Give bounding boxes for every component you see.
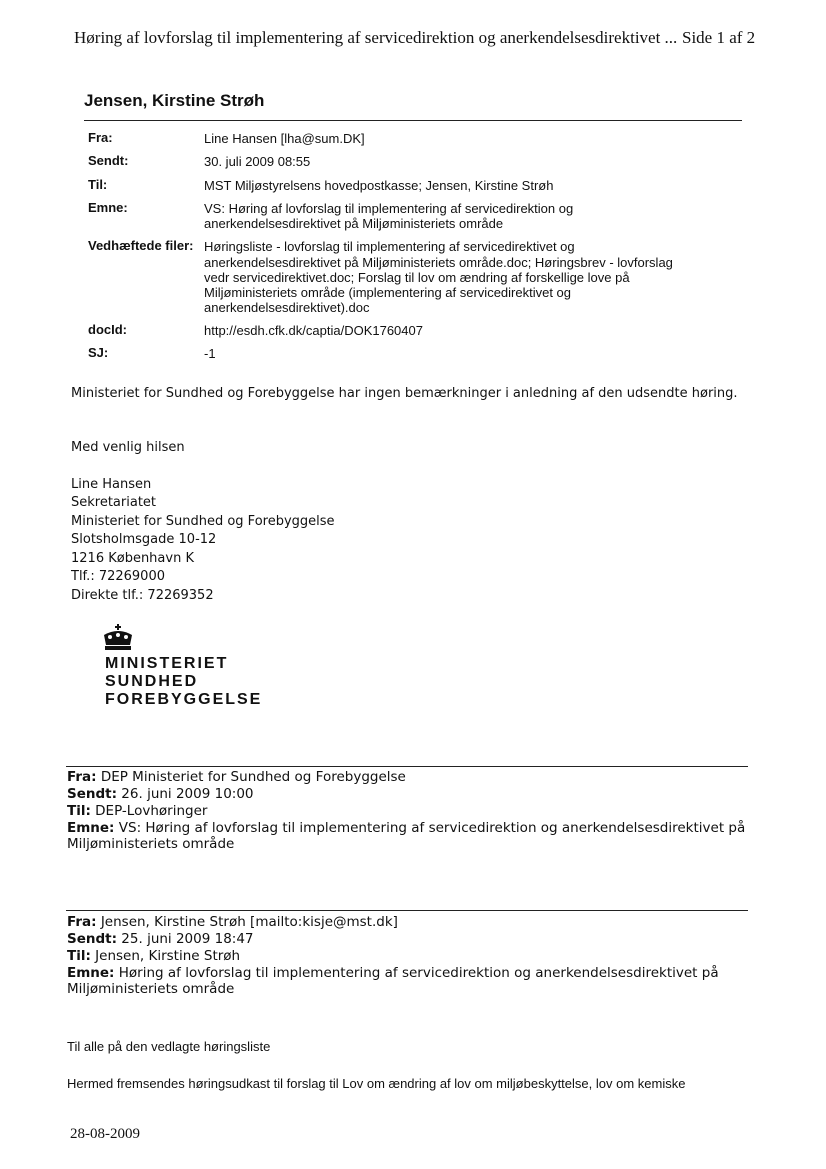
forward1-sendt-label: Sendt: [67, 786, 118, 802]
attachment-line4: Miljøministeriets område (implementering af servicedirektivet og [204, 285, 572, 300]
page-header-title: Høring af lovforslag til implementering af servicedirektion og anerkendelsesdirektivet ... [74, 28, 678, 47]
signature-ministry: Ministeriet for Sundhed og Forebyggelse [71, 514, 335, 529]
logo-line3: FOREBYGGELSE [105, 691, 263, 708]
forward1-sendt-value: 26. juni 2009 10:00 [117, 786, 254, 802]
attachment-line2: anerkendelsesdirektivet på Miljøministeriets område.doc; Høringsbrev - lovforslag [204, 255, 673, 270]
docid-link[interactable]: http://esdh.cfk.dk/captia/DOK1760407 [204, 323, 423, 338]
forward2-emne-line2: Miljøministeriets område [67, 981, 235, 997]
attachment-line3: vedr servicedirektivet.doc; Forslag til lov om ændring af forskellige love på [204, 270, 630, 285]
forward2-fra-label: Fra: [67, 914, 97, 930]
til-value: MST Miljøstyrelsens hovedpostkasse; Jensen, Kirstine Strøh [204, 178, 554, 193]
forward2-fra-value: Jensen, Kirstine Strøh [mailto:kisje@mst.dk] [96, 914, 398, 930]
greeting: Med venlig hilsen [71, 440, 185, 455]
forward2-til [67, 948, 240, 964]
attachment-line1: Høringsliste - lovforslag til implementering af servicedirektivet og [204, 239, 575, 254]
forward2-til-value: Jensen, Kirstine Strøh [90, 948, 241, 964]
emne-value-line1: VS: Høring af lovforslag til implementering af servicedirektion og [204, 201, 574, 216]
forward2-fra [67, 914, 398, 930]
logo-line1: MINISTERIET [105, 655, 229, 672]
forward1-til-value: DEP-Lovhøringer [90, 803, 208, 819]
sj-value: -1 [204, 346, 216, 361]
forward2-emne [67, 965, 719, 981]
forward2-sendt-label: Sendt: [67, 931, 118, 947]
forward1-sendt [67, 786, 254, 802]
forward1-til [67, 803, 207, 819]
forward2-sendt [67, 931, 254, 947]
recipient-name: Jensen, Kirstine Strøh [84, 91, 265, 110]
forward1-divider [66, 766, 748, 767]
forward1-til-label: Til: [67, 803, 91, 819]
forward2-til-label: Til: [67, 948, 91, 964]
forward1-fra-label: Fra: [67, 769, 97, 785]
signature-dept: Sekretariatet [71, 495, 157, 510]
til-label: Til: [88, 177, 108, 192]
docid-label: docId: [88, 322, 127, 337]
forward1-emne-label: Emne: [67, 820, 115, 836]
vedh-label: Vedhæftede filer: [88, 238, 194, 253]
forward1-fra-value: DEP Ministeriet for Sundhed og Forebyggelse [96, 769, 406, 785]
forward2-body-line1: Hermed fremsendes høringsudkast til forslag til Lov om ændring af lov om miljøbeskyttelse, lov om kemiske [67, 1076, 686, 1091]
page-number: Side 1 af 2 [682, 28, 756, 47]
sendt-value: 30. juli 2009 08:55 [204, 154, 311, 169]
crown-icon [100, 623, 136, 653]
signature-direct-phone: Direkte tlf.: 72269352 [71, 588, 214, 603]
forward2-emne-value: Høring af lovforslag til implementering af servicedirektion og anerkendelsesdirektivet på [114, 965, 719, 981]
forward2-emne-label: Emne: [67, 965, 115, 981]
forward1-fra [67, 769, 406, 785]
forward1-emne-line2: Miljøministeriets område [67, 836, 235, 852]
signature-name: Line Hansen [71, 477, 152, 492]
forward1-emne [67, 820, 745, 836]
forward1-emne-value: VS: Høring af lovforslag til implementering af servicedirektion og anerkendelsesdirektivet på [114, 820, 746, 836]
signature-phone: Tlf.: 72269000 [71, 569, 165, 584]
attachment-line5: anerkendelsesdirektivet).doc [204, 300, 370, 315]
emne-label: Emne: [88, 200, 128, 215]
footer-date: 28-08-2009 [70, 1126, 140, 1142]
forward2-divider [66, 910, 748, 911]
salutation: Til alle på den vedlagte høringsliste [67, 1039, 271, 1054]
forward2-sendt-value: 25. juni 2009 18:47 [117, 931, 254, 947]
page-header [74, 28, 756, 48]
sj-label: SJ: [88, 345, 109, 360]
header-divider [84, 120, 742, 121]
sendt-label: Sendt: [88, 153, 129, 168]
logo-line2: SUNDHED [105, 673, 199, 690]
signature-street: Slotsholmsgade 10-12 [71, 532, 217, 547]
fra-label: Fra: [88, 130, 113, 145]
emne-value-line2: anerkendelsesdirektivet på Miljøministeriets område [204, 216, 504, 231]
signature-city: 1216 København K [71, 551, 194, 566]
fra-value: Line Hansen [lha@sum.DK] [204, 131, 365, 146]
statement-text: Ministeriet for Sundhed og Forebyggelse har ingen bemærkninger i anledning af den udsendte høring. [71, 386, 738, 401]
